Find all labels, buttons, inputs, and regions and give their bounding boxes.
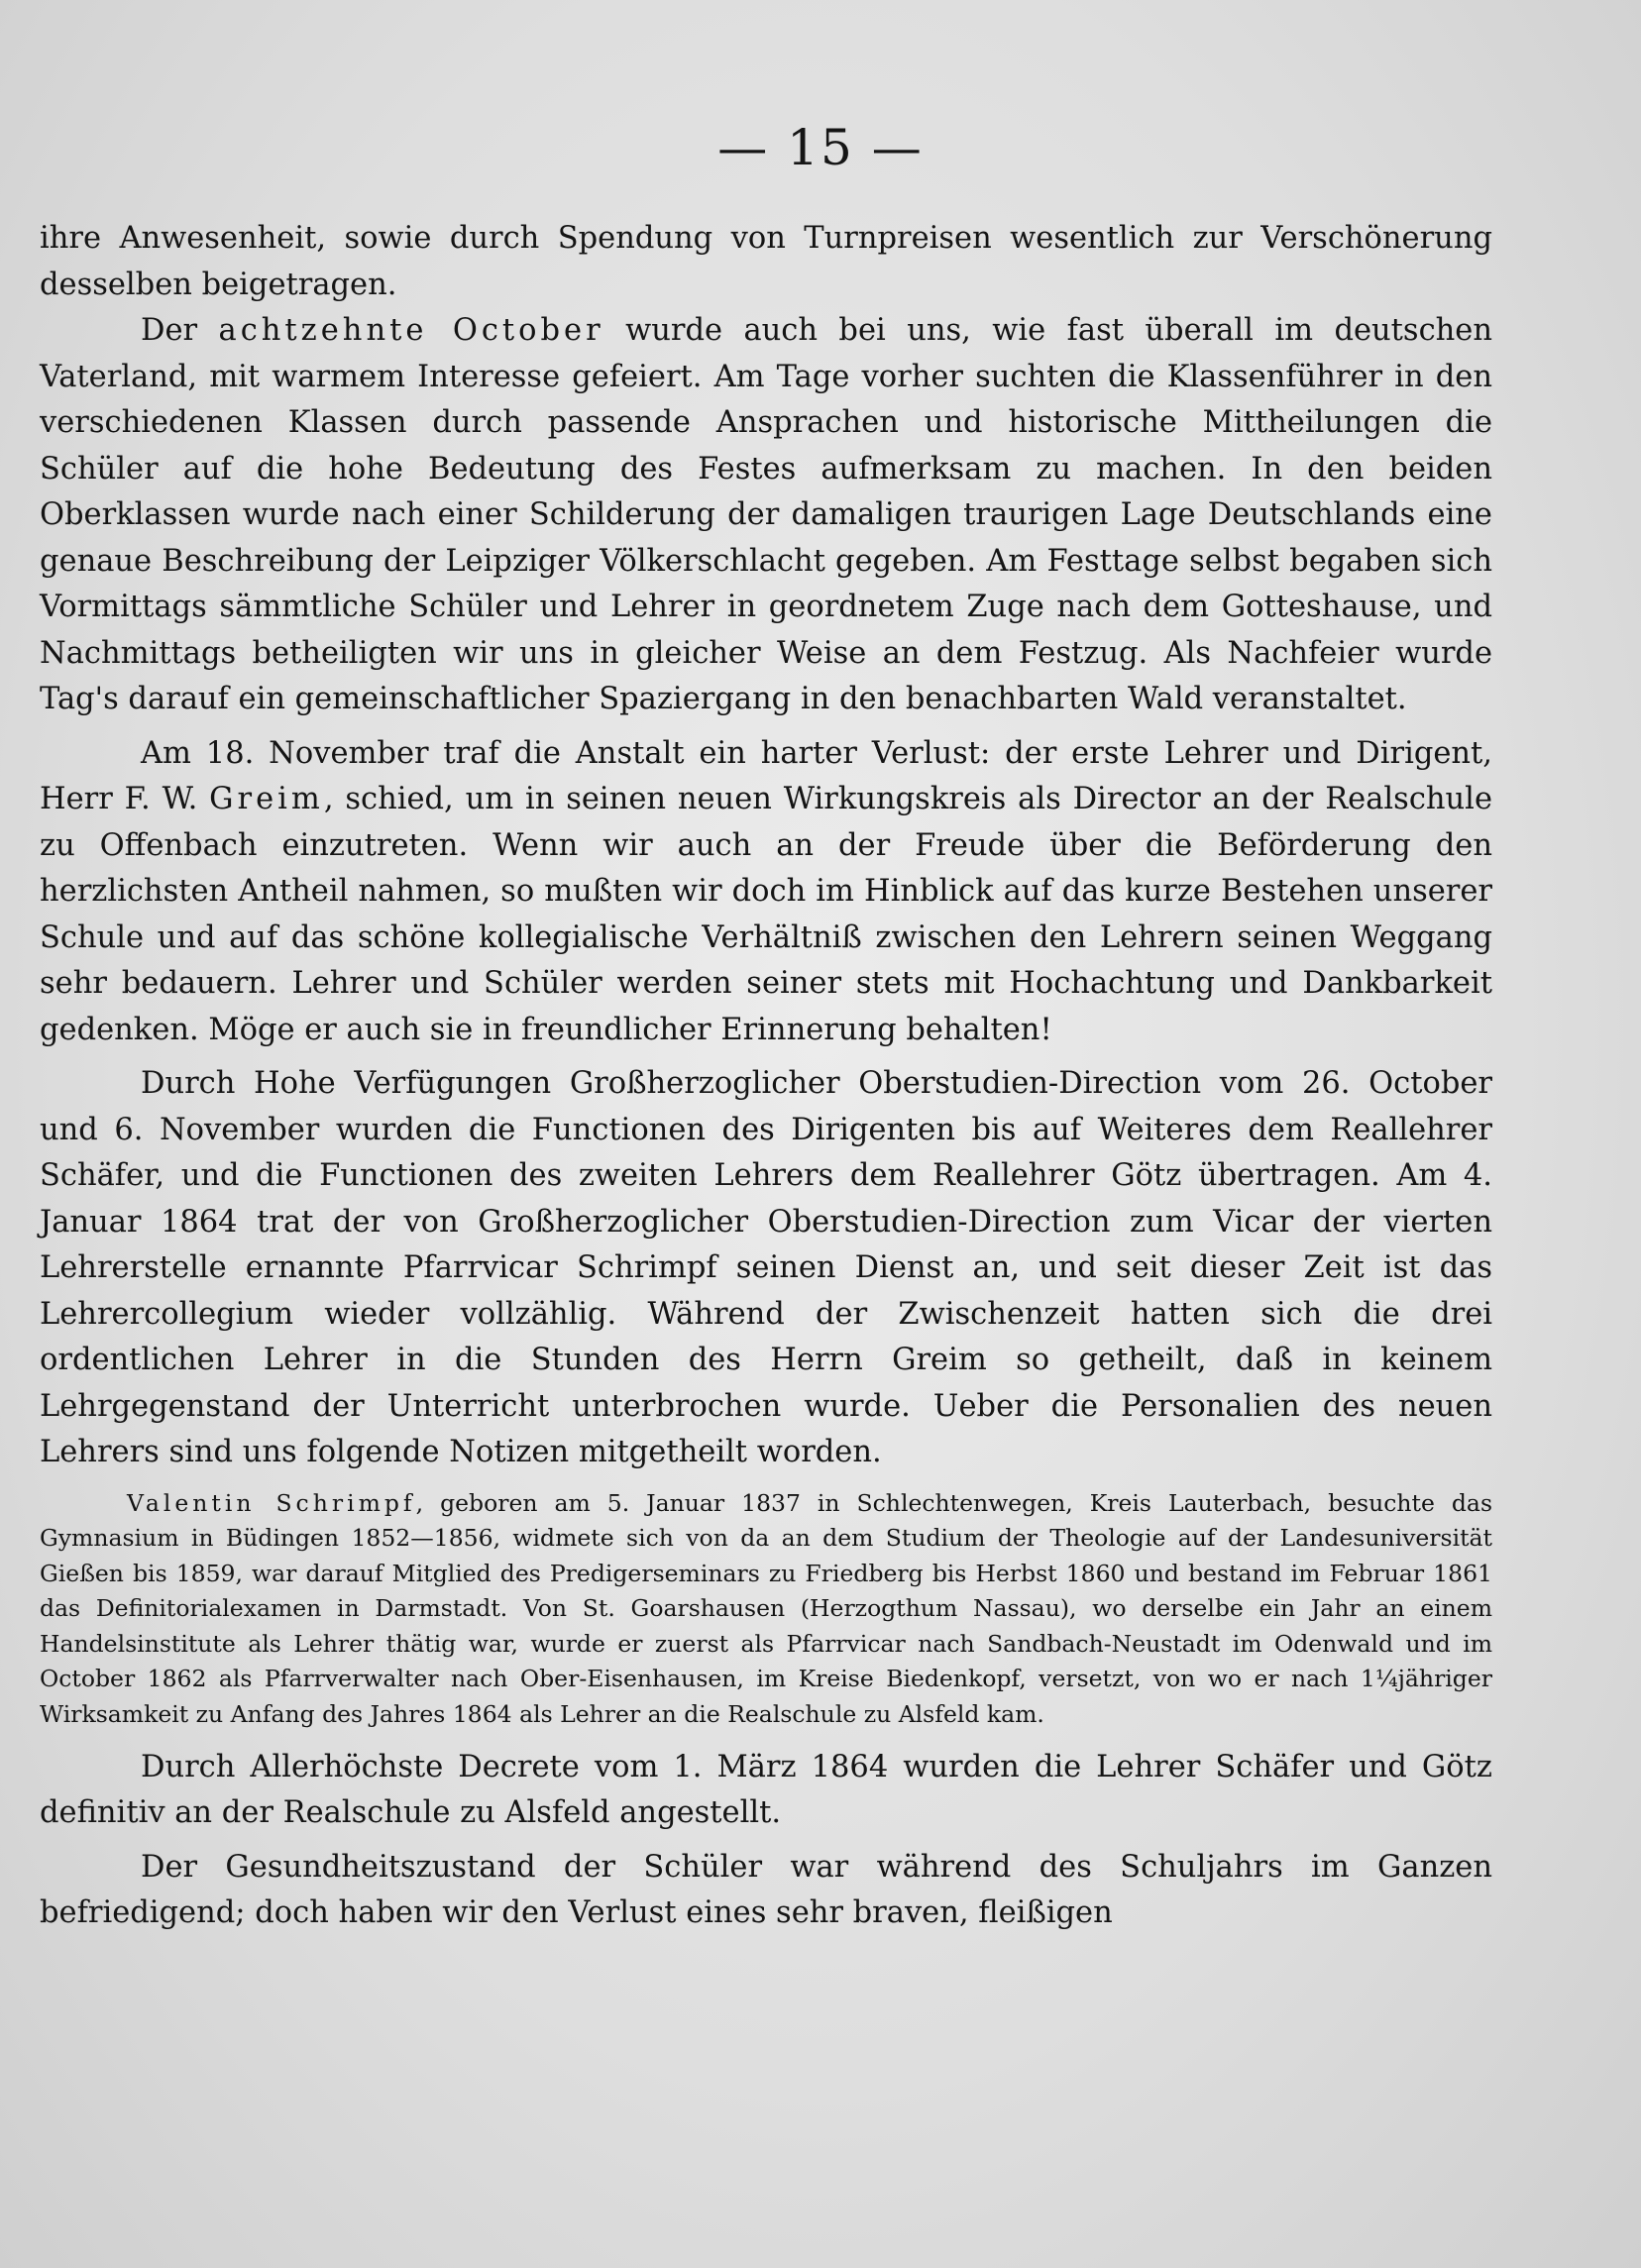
- paragraph-directives: Durch Hohe Verfügungen Großherzoglicher Oberstudien-Direction vom 26. October und 6. November wurden die Functionen des Dirigenten bis auf Weiteres dem Reallehrer Schäfer, und die Functionen des zweiten Lehrers dem Reallehrer Götz übertragen. Am 4. Januar 1864 trat der von Großherzoglicher Oberstudien-Direction zum Vicar der vierten Lehrerstelle ernannte Pfarrvicar Schrimpf seinen Dienst an, und seit dieser Zeit ist das Lehrercollegium wieder vollzählig. Während der Zwischenzeit hatten sich die drei ordentlichen Lehrer in die Stunden des Herrn Greim so getheilt, daß in keinem Lehrgegenstand der Unterricht unterbrochen wurde. Ueber die Personalien des neuen Lehrers sind uns folgende Notizen mitgetheilt worden.: [40, 1066, 1492, 1469]
- paragraph-text-rest: wurde auch bei uns, wie fast überall im deutschen Vaterland, mit warmem Interesse gefeiert. Am Tage vorher suchten die Klassenführer in den verschiedenen Klassen durch passende Ansprachen und historische Mittheilungen die Schüler auf die hohe Bedeutung des Festes aufmerksam zu machen. In den beiden Oberklassen wurde nach einer Schilderung der damaligen traurigen Lage Deutschlands eine genaue Beschreibung der Leipziger Völkerschlacht gegeben. Am Festtage selbst begaben sich Vormittags sämmtliche Schüler und Lehrer in geordnetem Zuge nach dem Gotteshause, und Nachmittags betheiligten wir uns in gleicher Weise an dem Festzug. Als Nachfeier wurde Tag's darauf ein gemeinschaftlicher Spaziergang in den benachbarten Wald veranstaltet.: [40, 313, 1492, 716]
- note-text: , geboren am 5. Januar 1837 in Schlechtenwegen, Kreis Lauterbach, besuchte das Gymnasium in Büdingen 1852—1856, widmete sich von da an dem Studium der Theologie auf der Landesuniversität Gießen bis 1859, war darauf Mitglied des Predigerseminars zu Friedberg bis Herbst 1860 und bestand im Februar 1861 das Definitorialexamen in Darmstadt. Von St. Goarshausen (Herzogthum Nassau), wo derselbe ein Jahr an einem Handelsinstitute als Lehrer thätig war, wurde er zuerst als Pfarrvicar nach Sandbach-Neustadt im Odenwald und im October 1862 als Pfarrverwalter nach Ober-Eisenhausen, im Kreise Biedenkopf, versetzt, von wo er nach 1¼jähriger Wirksamkeit zu Anfang des Jahres 1864 als Lehrer an die Realschule zu Alsfeld kam.: [40, 1488, 1492, 1729]
- paragraph-health: Der Gesundheitszustand der Schüler war während des Schuljahrs im Ganzen befriedigend; doch haben wir den Verlust eines sehr braven, fleißigen: [40, 1849, 1492, 1931]
- emphasized-date: achtzehnte October: [218, 313, 604, 348]
- page-number: — 15 —: [717, 119, 924, 176]
- biographical-note: [40, 1486, 1492, 1733]
- note-person-name: Valentin Schrimpf: [127, 1488, 416, 1517]
- paragraph-text-start: Der: [141, 313, 219, 348]
- paragraph-text-rest: , schied, um in seinen neuen Wirkungskreis als Director an der Realschule zu Offenbach einzutreten. Wenn wir auch an der Freude über die Beförderung den herzlichsten Antheil nahmen, so mußten wir doch im Hinblick auf das kurze Bestehen unserer Schule und auf das schöne kollegialische Verhältniß zwischen den Lehrern seinen Weggang sehr bedauern. Lehrer und Schüler werden seiner stets mit Hochachtung und Dankbarkeit gedenken. Möge er auch sie in freundlicher Erinnerung behalten!: [40, 782, 1492, 1047]
- paragraph-text-start: Am 18. November traf die Anstalt ein harter Verlust: der erste Lehrer und Dirigent, Herr F. W.: [40, 735, 1492, 816]
- paragraph-october-celebration: [40, 308, 1492, 723]
- emphasized-name: Greim: [209, 782, 324, 816]
- page-body: [40, 216, 1492, 1937]
- paragraph-greim-departure: [40, 731, 1492, 1054]
- paragraph-decrees: Durch Allerhöchste Decrete vom 1. März 1864 wurden die Lehrer Schäfer und Götz definitiv an der Realschule zu Alsfeld angestellt.: [40, 1749, 1492, 1831]
- paragraph-continuation: ihre Anwesenheit, sowie durch Spendung von Turnpreisen wesentlich zur Verschönerung desselben beigetragen.: [40, 221, 1492, 302]
